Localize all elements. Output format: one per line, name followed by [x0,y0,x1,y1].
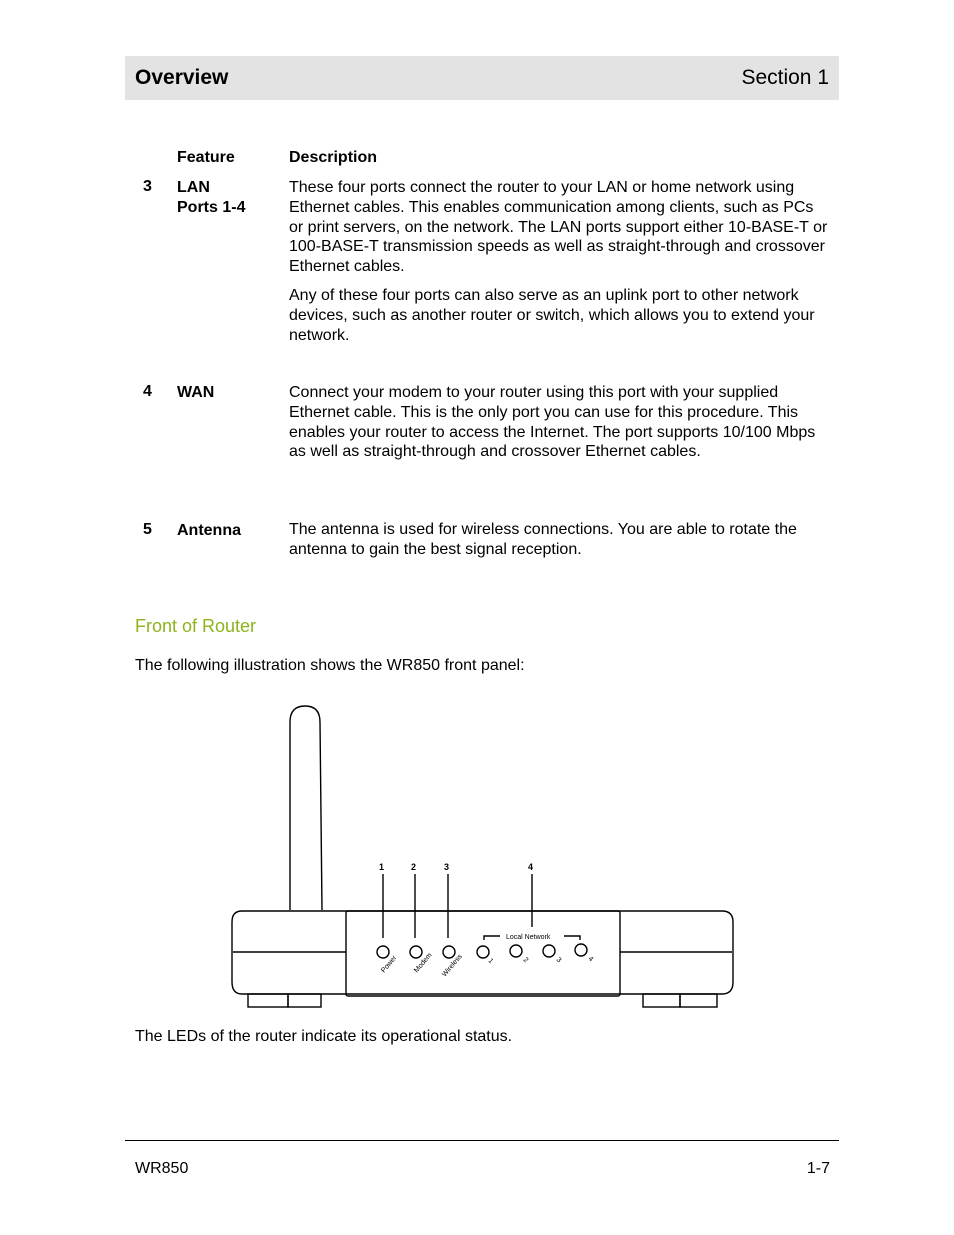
feature-description: Any of these four ports can also serve as an uplink port to other network devices, such as another router or switch, which allows you to extend your network. [289,287,815,344]
chapter-title: Overview [135,66,229,89]
router-front-panel-illustration [228,700,740,1012]
section-heading: Front of Router [135,616,257,636]
foot [643,994,680,1007]
lan-led [510,945,522,957]
row-number: 5 [143,521,152,538]
foot [248,994,288,1007]
led-label: 1 [486,957,495,966]
feature-description: These four ports connect the router to your LAN or home network using Ethernet cables. This enables communication among clients, such as PCs or print servers, on the network. The LAN ports support either 10-BASE-T or 100-BASE-T transmission speeds as well as straight-through and crossover Ethernet cables. [289,179,828,276]
callout-number: 3 [444,862,450,872]
led-label: Modem [413,951,434,975]
feature-name: WAN [177,384,215,401]
local-network-label: Local Network [506,934,551,941]
page-number: 1-7 [806,1160,830,1177]
feature-name [177,178,245,218]
power-led [377,946,389,958]
row-number: 4 [143,383,152,400]
feature-name: Antenna [177,522,241,539]
lan-led [543,945,555,957]
section-label: Section 1 [741,66,829,89]
callout-number: 1 [379,862,385,872]
lan-led [575,944,587,956]
antenna-icon [290,706,322,910]
led-label: Power [380,954,399,975]
led-label: 2 [521,956,530,965]
callout-number: 4 [528,862,534,872]
wireless-led [443,946,455,958]
front-panel [346,911,620,996]
feature-line: Ports 1-4 [177,199,246,216]
footer-divider [125,1140,839,1141]
page-header [125,56,839,100]
description-column-header: Description [289,149,378,166]
feature-column-header: Feature [177,149,235,166]
row-number: 3 [143,178,152,195]
closing-paragraph: The LEDs of the router indicate its operational status. [135,1028,513,1045]
modem-led [410,946,422,958]
lan-led [477,946,489,958]
led-label: 3 [554,956,563,965]
feature-description: Connect your modem to your router using this port with your supplied Ethernet cable. This is the only port you can use for this procedure. This enables your router to access the Internet. The port supports 10/100 Mbps as well as straight-through and crossover Ethernet cables. [289,384,816,461]
led-label: Wireless [441,953,464,979]
feature-description: The antenna is used for wireless connections. You are able to rotate the antenna to gain the best signal reception. [289,521,797,558]
foot [288,994,321,1007]
feature-line: LAN [177,179,210,196]
callout-number: 2 [411,862,417,872]
foot [680,994,717,1007]
intro-paragraph: The following illustration shows the WR850 front panel: [135,657,525,674]
footer-model: WR850 [135,1160,189,1177]
led-label: 4 [586,955,595,964]
